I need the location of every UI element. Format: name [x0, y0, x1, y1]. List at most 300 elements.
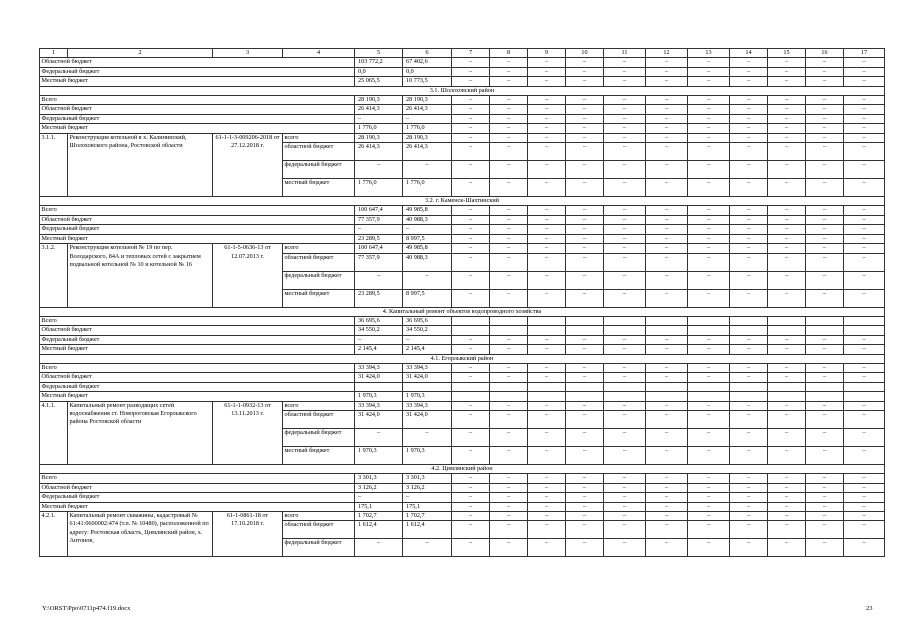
- indicator-cell: –: [730, 512, 768, 521]
- indicator-cell: –: [604, 67, 646, 76]
- indicator-cell: –: [566, 244, 604, 253]
- indicator-cell: –: [604, 502, 646, 511]
- indicator-cell: –: [646, 215, 688, 224]
- amount-cell: 3 126,2: [403, 483, 452, 492]
- indicator-cell: –: [490, 244, 528, 253]
- indicator-cell: –: [768, 244, 806, 253]
- column-number: 14: [730, 49, 768, 58]
- indicator-cell: [646, 392, 688, 401]
- amount-cell: 28 190,3: [403, 96, 452, 105]
- budget-label: Федеральный бюджет: [40, 382, 355, 391]
- indicator-cell: –: [646, 446, 688, 464]
- indicator-cell: –: [844, 512, 885, 521]
- column-number: 11: [604, 49, 646, 58]
- indicator-cell: –: [646, 289, 688, 307]
- amount-cell: 1 776,0: [403, 179, 452, 197]
- indicator-cell: –: [806, 335, 844, 344]
- indicator-cell: –: [688, 143, 730, 161]
- indicator-cell: –: [490, 363, 528, 372]
- budget-summary-row: [40, 114, 885, 123]
- indicator-cell: –: [768, 253, 806, 271]
- indicator-cell: –: [528, 502, 566, 511]
- indicator-cell: [844, 326, 885, 335]
- budget-summary-row: [40, 316, 885, 325]
- amount-cell: 1 702,7: [355, 512, 403, 521]
- amount-cell: 31 424,0: [355, 410, 403, 428]
- indicator-cell: –: [490, 105, 528, 114]
- indicator-cell: –: [528, 105, 566, 114]
- indicator-cell: [806, 392, 844, 401]
- indicator-cell: –: [768, 143, 806, 161]
- indicator-cell: –: [452, 96, 490, 105]
- column-number: 5: [355, 49, 403, 58]
- indicator-cell: –: [646, 410, 688, 428]
- indicator-cell: –: [452, 77, 490, 86]
- indicator-cell: –: [688, 179, 730, 197]
- indicator-cell: –: [806, 77, 844, 86]
- indicator-cell: –: [844, 215, 885, 224]
- section-header-row: [40, 307, 885, 316]
- indicator-cell: –: [806, 483, 844, 492]
- amount-cell: 25 065,5: [355, 77, 403, 86]
- budget-label: Федеральный бюджет: [40, 335, 355, 344]
- indicator-cell: –: [528, 161, 566, 179]
- indicator-cell: –: [768, 428, 806, 446]
- indicator-cell: –: [646, 483, 688, 492]
- column-number: 6: [403, 49, 452, 58]
- indicator-cell: –: [566, 373, 604, 382]
- indicator-cell: –: [730, 335, 768, 344]
- indicator-cell: –: [768, 474, 806, 483]
- indicator-cell: –: [844, 363, 885, 372]
- indicator-cell: –: [490, 179, 528, 197]
- indicator-cell: –: [844, 77, 885, 86]
- indicator-cell: –: [646, 373, 688, 382]
- expertise-code: 61-1-0861-18 от 17.10.2018 г.: [213, 512, 283, 557]
- amount-cell: –: [355, 114, 403, 123]
- indicator-cell: –: [646, 206, 688, 215]
- funding-source: областной бюджет: [283, 143, 355, 161]
- indicator-cell: –: [688, 410, 730, 428]
- indicator-cell: –: [490, 215, 528, 224]
- indicator-cell: –: [604, 114, 646, 123]
- indicator-cell: –: [490, 502, 528, 511]
- indicator-cell: –: [646, 474, 688, 483]
- amount-cell: –: [355, 428, 403, 446]
- indicator-cell: –: [490, 96, 528, 105]
- indicator-cell: –: [528, 244, 566, 253]
- funding-source: областной бюджет: [283, 253, 355, 271]
- indicator-cell: –: [844, 225, 885, 234]
- indicator-cell: –: [490, 373, 528, 382]
- column-number: 9: [528, 49, 566, 58]
- indicator-cell: –: [806, 124, 844, 133]
- amount-cell: 2 145,4: [403, 345, 452, 354]
- indicator-cell: –: [688, 483, 730, 492]
- indicator-cell: –: [528, 539, 566, 557]
- column-number: 1: [40, 49, 68, 58]
- amount-cell: –: [355, 493, 403, 502]
- amount-cell: 31 424,0: [403, 373, 452, 382]
- amount-cell: –: [403, 225, 452, 234]
- indicator-cell: –: [844, 335, 885, 344]
- budget-summary-row: [40, 77, 885, 86]
- indicator-cell: –: [646, 521, 688, 539]
- section-title: 4.2. Цимлянский район: [40, 464, 885, 473]
- amount-cell: 33 394,3: [355, 363, 403, 372]
- amount-cell: [403, 382, 452, 391]
- amount-cell: 28 190,3: [403, 133, 452, 142]
- indicator-cell: –: [604, 58, 646, 67]
- amount-cell: 28 190,3: [355, 133, 403, 142]
- funding-source: федеральный бюджет: [283, 271, 355, 289]
- column-number: 4: [283, 49, 355, 58]
- column-number: 8: [490, 49, 528, 58]
- column-number: 12: [646, 49, 688, 58]
- indicator-cell: –: [452, 446, 490, 464]
- column-number: 10: [566, 49, 604, 58]
- indicator-cell: –: [768, 483, 806, 492]
- indicator-cell: –: [452, 289, 490, 307]
- budget-summary-row: [40, 105, 885, 114]
- section-title: 4.1. Егорлыкский район: [40, 354, 885, 363]
- indicator-cell: –: [566, 133, 604, 142]
- column-number: 13: [688, 49, 730, 58]
- indicator-cell: –: [806, 253, 844, 271]
- budget-summary-row: [40, 373, 885, 382]
- indicator-cell: –: [688, 446, 730, 464]
- amount-cell: 8 997,5: [403, 289, 452, 307]
- indicator-cell: –: [566, 493, 604, 502]
- indicator-cell: –: [566, 512, 604, 521]
- indicator-cell: [646, 316, 688, 325]
- budget-summary-row: [40, 326, 885, 335]
- indicator-cell: –: [604, 225, 646, 234]
- indicator-cell: –: [844, 428, 885, 446]
- indicator-cell: –: [490, 58, 528, 67]
- amount-cell: 33 394,3: [403, 363, 452, 372]
- budget-summary-row: [40, 392, 885, 401]
- indicator-cell: –: [844, 373, 885, 382]
- indicator-cell: –: [452, 363, 490, 372]
- indicator-cell: –: [688, 502, 730, 511]
- indicator-cell: –: [566, 96, 604, 105]
- indicator-cell: –: [730, 253, 768, 271]
- indicator-cell: [730, 382, 768, 391]
- indicator-cell: –: [490, 271, 528, 289]
- indicator-cell: –: [806, 363, 844, 372]
- indicator-cell: –: [730, 105, 768, 114]
- amount-cell: –: [403, 493, 452, 502]
- indicator-cell: –: [768, 493, 806, 502]
- indicator-cell: –: [566, 67, 604, 76]
- indicator-cell: –: [768, 133, 806, 142]
- indicator-cell: –: [528, 206, 566, 215]
- indicator-cell: –: [768, 345, 806, 354]
- amount-cell: –: [355, 539, 403, 557]
- amount-cell: 1 970,3: [355, 446, 403, 464]
- indicator-cell: –: [646, 58, 688, 67]
- indicator-cell: [452, 382, 490, 391]
- indicator-cell: –: [730, 114, 768, 123]
- amount-cell: 77 357,9: [355, 253, 403, 271]
- indicator-cell: –: [452, 105, 490, 114]
- indicator-cell: –: [528, 67, 566, 76]
- amount-cell: 28 190,3: [355, 96, 403, 105]
- indicator-cell: –: [566, 446, 604, 464]
- indicator-cell: –: [730, 161, 768, 179]
- indicator-cell: –: [688, 335, 730, 344]
- indicator-cell: –: [806, 105, 844, 114]
- indicator-cell: –: [490, 428, 528, 446]
- indicator-cell: –: [452, 143, 490, 161]
- indicator-cell: –: [452, 206, 490, 215]
- indicator-cell: –: [806, 512, 844, 521]
- indicator-cell: –: [806, 215, 844, 224]
- item-number: 4.2.1.: [40, 512, 68, 557]
- indicator-cell: –: [768, 206, 806, 215]
- indicator-cell: [490, 382, 528, 391]
- amount-cell: –: [355, 335, 403, 344]
- indicator-cell: –: [604, 363, 646, 372]
- budget-summary-row: [40, 215, 885, 224]
- project-name: Реконструкция котельной в х. Калининский, Шолоховского района, Ростовской области: [68, 133, 213, 196]
- indicator-cell: [688, 316, 730, 325]
- budget-label: Местный бюджет: [40, 234, 355, 243]
- indicator-cell: –: [768, 114, 806, 123]
- section-header-row: [40, 354, 885, 363]
- funding-source: местный бюджет: [283, 446, 355, 464]
- indicator-cell: [604, 382, 646, 391]
- amount-cell: 33 394,3: [355, 401, 403, 410]
- amount-cell: –: [403, 335, 452, 344]
- section-title: 4. Капитальный ремонт объектов водопроводного хозяйства: [40, 307, 885, 316]
- indicator-cell: –: [646, 493, 688, 502]
- indicator-cell: –: [688, 67, 730, 76]
- indicator-cell: –: [566, 161, 604, 179]
- indicator-cell: –: [688, 271, 730, 289]
- amount-cell: 36 695,6: [355, 316, 403, 325]
- indicator-cell: –: [646, 428, 688, 446]
- indicator-cell: –: [452, 225, 490, 234]
- indicator-cell: [768, 316, 806, 325]
- amount-cell: 8 997,5: [403, 234, 452, 243]
- indicator-cell: –: [806, 58, 844, 67]
- amount-cell: 26 414,3: [355, 105, 403, 114]
- indicator-cell: –: [688, 401, 730, 410]
- indicator-cell: –: [566, 474, 604, 483]
- indicator-cell: –: [528, 225, 566, 234]
- indicator-cell: –: [768, 539, 806, 557]
- budget-label: Областной бюджет: [40, 215, 355, 224]
- amount-cell: 1 776,0: [355, 124, 403, 133]
- funding-source: местный бюджет: [283, 179, 355, 197]
- budget-label: Местный бюджет: [40, 392, 355, 401]
- budget-summary-row: [40, 493, 885, 502]
- indicator-cell: –: [806, 206, 844, 215]
- project-name: Реконструкция котельной № 19 по пер. Володарского, 84А и тепловых сетей с закрытием подвальной котельной № 10 и котельной № 16: [68, 244, 213, 307]
- budget-label: Местный бюджет: [40, 77, 355, 86]
- indicator-cell: –: [844, 133, 885, 142]
- indicator-cell: –: [688, 474, 730, 483]
- indicator-cell: [688, 382, 730, 391]
- page-number: 23: [866, 605, 873, 612]
- indicator-cell: –: [688, 345, 730, 354]
- amount-cell: 67 402,6: [403, 58, 452, 67]
- indicator-cell: –: [646, 225, 688, 234]
- project-funding-row: [40, 244, 885, 253]
- indicator-cell: –: [566, 428, 604, 446]
- indicator-cell: [806, 326, 844, 335]
- indicator-cell: –: [490, 483, 528, 492]
- indicator-cell: –: [528, 483, 566, 492]
- indicator-cell: –: [646, 234, 688, 243]
- indicator-cell: –: [768, 512, 806, 521]
- indicator-cell: –: [528, 493, 566, 502]
- indicator-cell: –: [646, 363, 688, 372]
- indicator-cell: –: [806, 67, 844, 76]
- indicator-cell: –: [566, 225, 604, 234]
- indicator-cell: –: [604, 143, 646, 161]
- budget-label: Всего: [40, 206, 355, 215]
- amount-cell: 26 414,3: [355, 143, 403, 161]
- indicator-cell: –: [730, 96, 768, 105]
- budget-summary-row: [40, 124, 885, 133]
- indicator-cell: –: [566, 206, 604, 215]
- amount-cell: 1 970,3: [355, 392, 403, 401]
- budget-summary-row: [40, 502, 885, 511]
- indicator-cell: –: [806, 133, 844, 142]
- indicator-cell: –: [452, 521, 490, 539]
- indicator-cell: [528, 382, 566, 391]
- indicator-cell: –: [844, 96, 885, 105]
- indicator-cell: –: [566, 401, 604, 410]
- funding-source: всего: [283, 133, 355, 142]
- indicator-cell: –: [688, 133, 730, 142]
- amount-cell: 49 985,8: [403, 206, 452, 215]
- indicator-cell: –: [604, 234, 646, 243]
- amount-cell: 77 357,9: [355, 215, 403, 224]
- indicator-cell: –: [566, 77, 604, 86]
- indicator-cell: –: [844, 114, 885, 123]
- indicator-cell: –: [452, 493, 490, 502]
- indicator-cell: –: [768, 363, 806, 372]
- indicator-cell: [528, 392, 566, 401]
- indicator-cell: –: [604, 253, 646, 271]
- budget-label: Федеральный бюджет: [40, 114, 355, 123]
- amount-cell: 3 301,3: [403, 474, 452, 483]
- indicator-cell: [806, 316, 844, 325]
- budget-summary-row: [40, 67, 885, 76]
- funding-source: всего: [283, 244, 355, 253]
- indicator-cell: –: [490, 225, 528, 234]
- indicator-cell: [604, 392, 646, 401]
- indicator-cell: –: [688, 105, 730, 114]
- indicator-cell: –: [730, 363, 768, 372]
- budget-label: Федеральный бюджет: [40, 493, 355, 502]
- amount-cell: 23 289,5: [355, 289, 403, 307]
- project-funding-row: [40, 401, 885, 410]
- indicator-cell: –: [844, 143, 885, 161]
- indicator-cell: –: [844, 401, 885, 410]
- indicator-cell: –: [844, 493, 885, 502]
- column-number: 7: [452, 49, 490, 58]
- indicator-cell: [452, 316, 490, 325]
- indicator-cell: –: [452, 345, 490, 354]
- amount-cell: 1 612,4: [403, 521, 452, 539]
- indicator-cell: –: [646, 179, 688, 197]
- indicator-cell: –: [688, 124, 730, 133]
- amount-cell: 23 289,5: [355, 234, 403, 243]
- indicator-cell: –: [806, 225, 844, 234]
- indicator-cell: [566, 326, 604, 335]
- budget-summary-row: [40, 96, 885, 105]
- indicator-cell: –: [646, 77, 688, 86]
- indicator-cell: [806, 382, 844, 391]
- amount-cell: 175,1: [403, 502, 452, 511]
- budget-summary-row: [40, 483, 885, 492]
- budget-summary-row: [40, 382, 885, 391]
- indicator-cell: –: [566, 114, 604, 123]
- indicator-cell: –: [768, 161, 806, 179]
- item-number: 4.1.1.: [40, 401, 68, 464]
- indicator-cell: –: [566, 215, 604, 224]
- indicator-cell: –: [566, 253, 604, 271]
- indicator-cell: –: [452, 428, 490, 446]
- indicator-cell: –: [604, 335, 646, 344]
- indicator-cell: –: [528, 373, 566, 382]
- indicator-cell: –: [490, 124, 528, 133]
- indicator-cell: –: [730, 539, 768, 557]
- indicator-cell: [768, 392, 806, 401]
- funding-source: областной бюджет: [283, 410, 355, 428]
- indicator-cell: –: [768, 179, 806, 197]
- indicator-cell: –: [528, 114, 566, 123]
- indicator-cell: –: [528, 410, 566, 428]
- indicator-cell: [844, 316, 885, 325]
- indicator-cell: –: [604, 215, 646, 224]
- amount-cell: 0,0: [403, 67, 452, 76]
- amount-cell: 100 647,4: [355, 206, 403, 215]
- indicator-cell: –: [490, 335, 528, 344]
- indicator-cell: –: [604, 161, 646, 179]
- funding-source: федеральный бюджет: [283, 161, 355, 179]
- indicator-cell: –: [646, 143, 688, 161]
- indicator-cell: –: [452, 244, 490, 253]
- indicator-cell: –: [452, 271, 490, 289]
- indicator-cell: –: [688, 253, 730, 271]
- indicator-cell: –: [768, 96, 806, 105]
- funding-source: федеральный бюджет: [283, 539, 355, 557]
- indicator-cell: –: [528, 521, 566, 539]
- indicator-cell: –: [730, 289, 768, 307]
- amount-cell: 26 414,3: [403, 143, 452, 161]
- indicator-cell: –: [768, 401, 806, 410]
- section-header-row: [40, 464, 885, 473]
- indicator-cell: [768, 326, 806, 335]
- indicator-cell: –: [604, 410, 646, 428]
- indicator-cell: –: [730, 428, 768, 446]
- indicator-cell: –: [688, 244, 730, 253]
- indicator-cell: –: [490, 289, 528, 307]
- budget-label: Всего: [40, 96, 355, 105]
- indicator-cell: –: [452, 539, 490, 557]
- indicator-cell: –: [528, 215, 566, 224]
- indicator-cell: –: [528, 512, 566, 521]
- indicator-cell: –: [806, 143, 844, 161]
- indicator-cell: –: [452, 114, 490, 123]
- indicator-cell: –: [768, 373, 806, 382]
